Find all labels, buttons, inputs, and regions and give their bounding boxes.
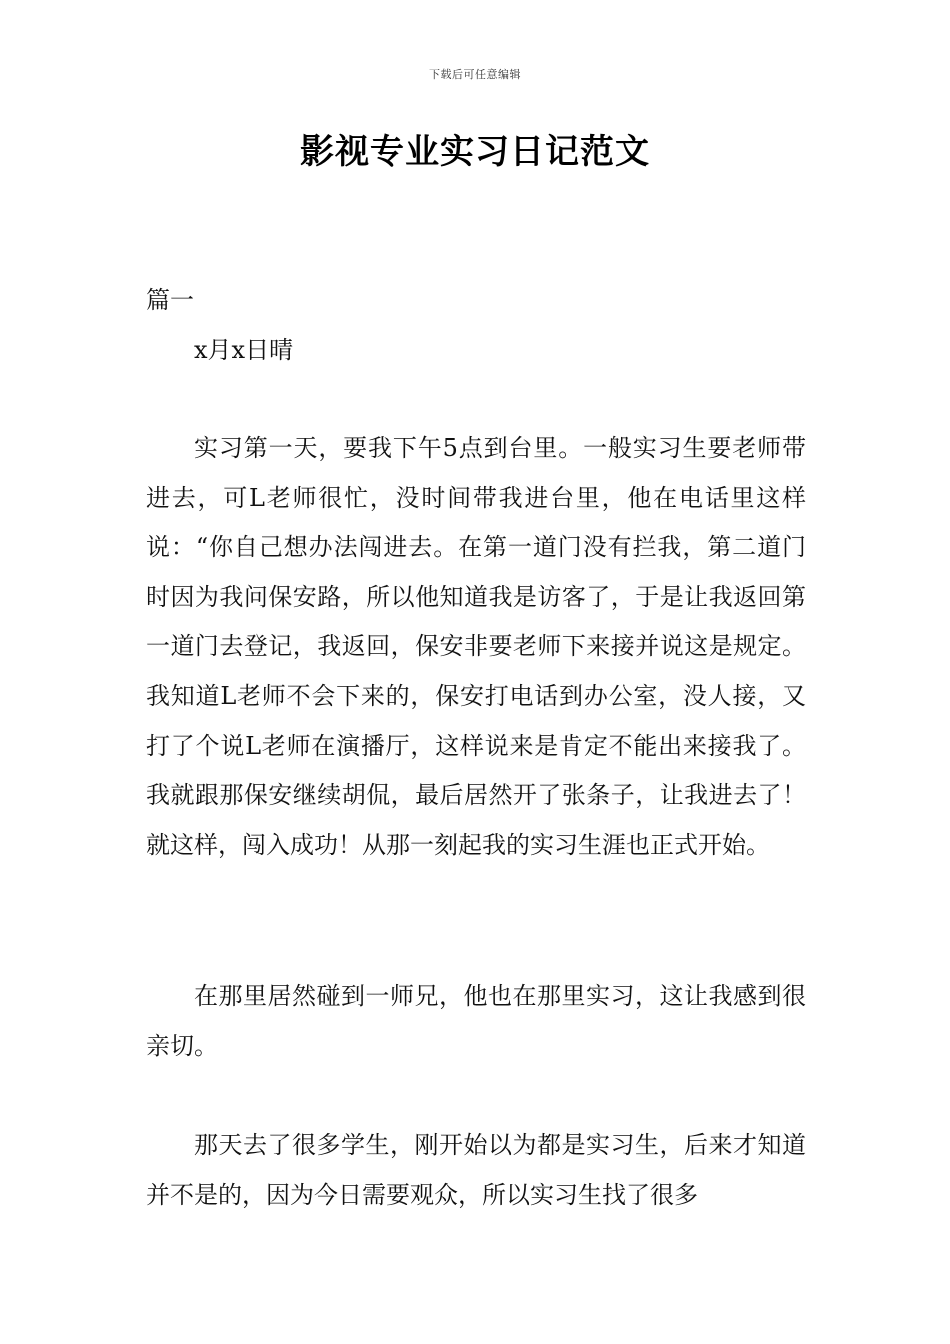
paragraph: 那天去了很多学生，刚开始以为都是实习生，后来才知道并不是的，因为今日需要观众，所以实习生找了很多 <box>146 1131 806 1209</box>
paragraph-3-container <box>146 1121 806 1220</box>
paragraph-2-container <box>146 972 806 1071</box>
page-title: 影视专业实习日记范文 <box>300 132 650 172</box>
paragraph: 在那里居然碰到一师兄，他也在那里实习，这让我感到很亲切。 <box>146 982 806 1060</box>
section-label: 篇一 <box>146 286 194 314</box>
paragraph: 实习第一天，要我下午5点到台里。一般实习生要老师带进去，可L老师很忙，没时间带我进台里，他在电话里这样说：“你自己想办法闯进去。在第一道门没有拦我，第二道门时因为我问保安路，所以他知道我是访客了，于是让我返回第一道门去登记，我返回，保安非要老师下来接并说这是规定。我知道L老师不会下来的，保安打电话到办公室，没人接，又打了个说L老师在演播厅，这样说来是肯定不能出来接我了。我就跟那保安继续胡侃，最后居然开了张条子，让我进去了！就这样，闯入成功！从那一刻起我的实习生涯也正式开始。 <box>146 434 806 859</box>
paragraph-1-container <box>146 424 806 870</box>
date-line: x月x日晴 <box>194 336 294 364</box>
header-note: 下载后可任意编辑 <box>429 68 521 81</box>
